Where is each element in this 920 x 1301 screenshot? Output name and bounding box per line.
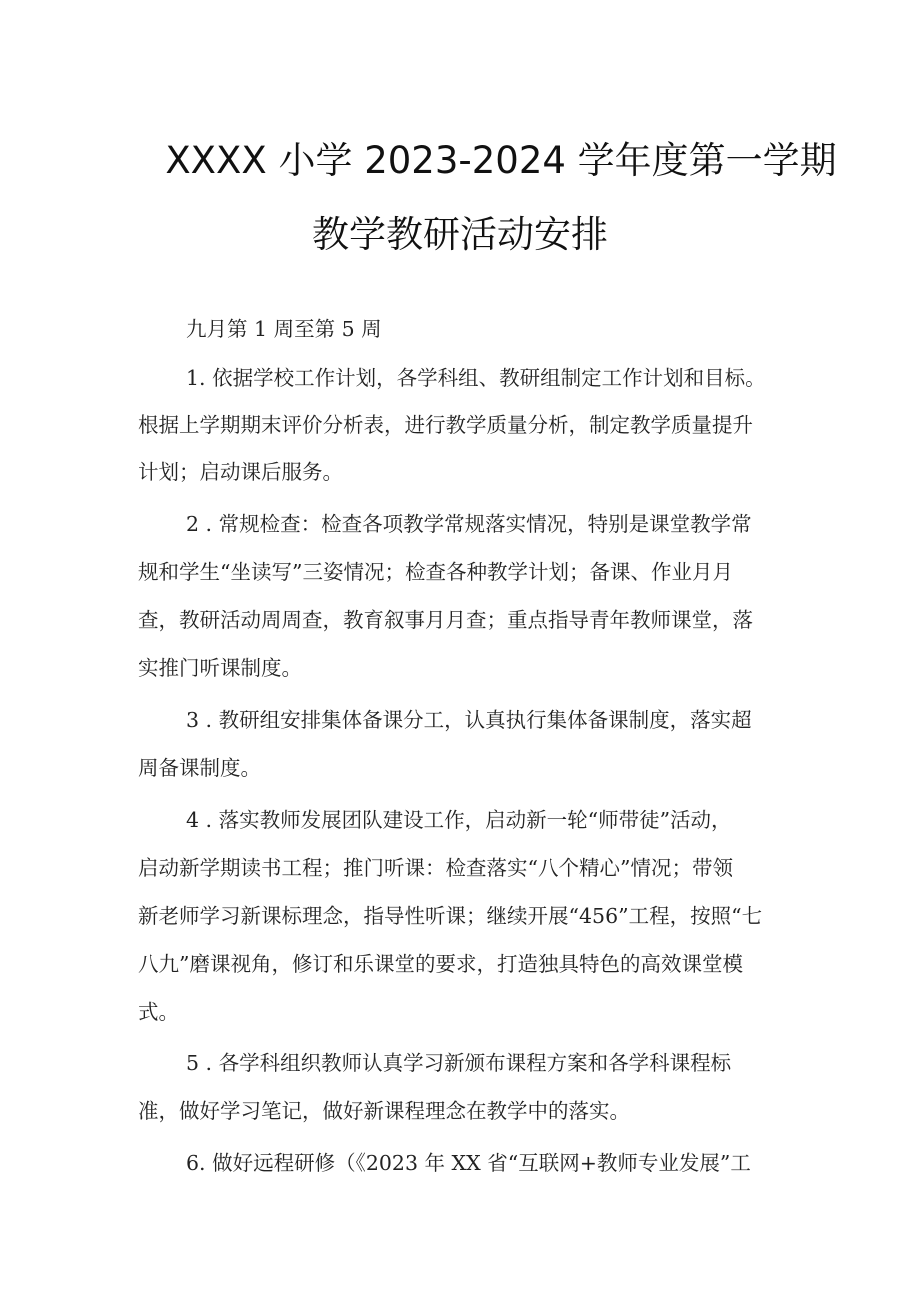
paragraph-2-line-4: 实推门听课制度。 bbox=[138, 656, 302, 680]
paragraph-1-line-1: 1. 依据学校工作计划，各学科组、教研组制定工作计划和目标。 bbox=[186, 366, 766, 390]
document-title-line-2: 教学教研活动安排 bbox=[312, 213, 608, 256]
paragraph-5-line-1: 5 . 各学科组织教师认真学习新颁布课程方案和各学科课程标 bbox=[186, 1051, 732, 1075]
section-heading-september: 九月第 1 周至第 5 周 bbox=[186, 317, 382, 341]
paragraph-3-line-2: 周备课制度。 bbox=[138, 756, 261, 780]
paragraph-4-line-3: 新老师学习新课标理念，指导性听课；继续开展“456”工程，按照“七 bbox=[138, 904, 763, 928]
paragraph-6-line-1: 6. 做好远程研修（《2023 年 XX 省“互联网+教师专业发展”工 bbox=[186, 1151, 751, 1175]
paragraph-1-line-2: 根据上学期期末评价分析表，进行教学质量分析，制定教学质量提升 bbox=[138, 413, 753, 437]
document-title-line-1: XXXX 小学 2023-2024 学年度第一学期 bbox=[165, 139, 837, 182]
paragraph-3-line-1: 3 . 教研组安排集体备课分工，认真执行集体备课制度，落实超 bbox=[186, 708, 752, 732]
paragraph-1-line-3: 计划；启动课后服务。 bbox=[138, 460, 343, 484]
paragraph-2-line-3: 查，教研活动周周查，教育叙事月月查；重点指导青年教师课堂，落 bbox=[138, 608, 753, 632]
paragraph-2-line-2: 规和学生“坐读写”三姿情况；检查各种教学计划；备课、作业月月 bbox=[138, 560, 733, 584]
paragraph-4-line-5: 式。 bbox=[138, 1000, 179, 1024]
paragraph-4-line-2: 启动新学期读书工程；推门听课：检查落实“八个精心”情况；带领 bbox=[138, 856, 733, 880]
paragraph-2-line-1: 2 . 常规检查：检查各项教学常规落实情况，特别是课堂教学常 bbox=[186, 512, 752, 536]
paragraph-4-line-1: 4 . 落实教师发展团队建设工作，启动新一轮“师带徒”活动， bbox=[186, 808, 732, 832]
paragraph-4-line-4: 八九”磨课视角，修订和乐课堂的要求，打造独具特色的高效课堂模 bbox=[138, 952, 743, 976]
paragraph-5-line-2: 准，做好学习笔记，做好新课程理念在教学中的落实。 bbox=[138, 1099, 630, 1123]
